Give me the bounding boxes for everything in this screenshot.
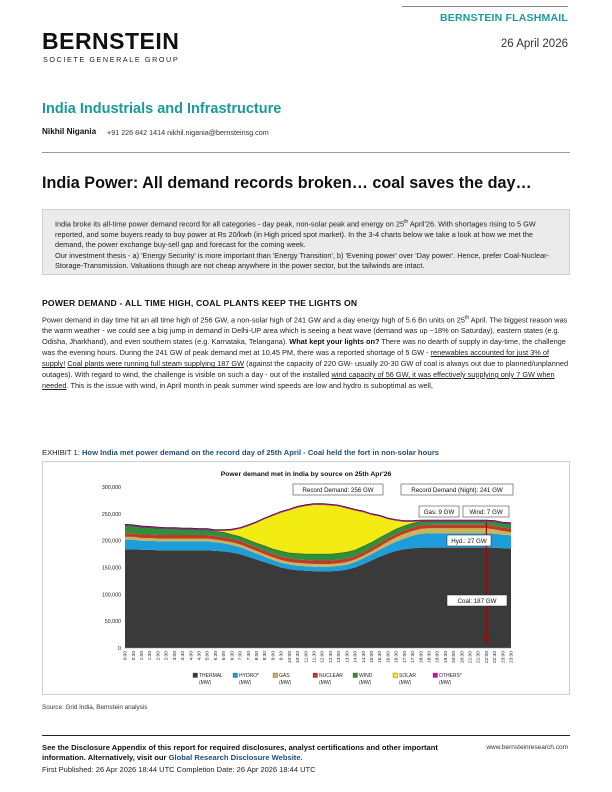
x-tick-label: 8:00	[255, 651, 260, 661]
x-tick-label: 12:00	[320, 651, 326, 664]
legend-swatch	[313, 673, 318, 678]
y-tick-label: 300,000	[101, 485, 121, 491]
x-tick-label: 3:00	[172, 651, 178, 661]
x-tick-label: 6:00	[222, 651, 228, 661]
x-tick-label: 7:00	[238, 651, 244, 661]
author-name: Nikhil Nigania	[42, 127, 97, 136]
x-tick-label: 9:30	[279, 651, 285, 661]
y-tick-label: 250,000	[101, 511, 121, 518]
x-tick-label: 13:00	[337, 651, 343, 664]
chart-container	[42, 461, 570, 695]
x-tick-label: 7:30	[246, 651, 252, 661]
annotation-label: Hyd.: 27 GW	[451, 537, 487, 545]
x-tick-label: 1:30	[148, 651, 154, 661]
y-tick-label: 200,000	[101, 538, 121, 545]
legend-unit: (MW)	[399, 680, 412, 686]
disclosure-text: See the Disclosure Appendix of this report for required disclosures, analyst certifications and other important information. Alternatively, visit our Global Research Disclosure Website.	[42, 743, 438, 763]
legend-swatch	[233, 673, 238, 678]
legend-unit: (MW)	[279, 680, 292, 686]
header-rule	[402, 6, 568, 7]
legend-unit: (MW)	[239, 680, 252, 686]
source-note: Source: Grid India, Bernstein analysis	[42, 704, 148, 711]
legend-unit: (MW)	[199, 680, 212, 686]
legend-swatch	[433, 673, 438, 678]
x-tick-label: 18:30	[427, 651, 433, 664]
flashmail-label: BERNSTEIN FLASHMAIL	[439, 12, 568, 24]
x-tick-label: 10:00	[287, 651, 293, 664]
x-tick-label: 22:00	[485, 651, 490, 664]
exhibit-caption: EXHIBIT 1: How India met power demand on the record day of 25th April - Coal held the fort in non-solar hours	[42, 448, 440, 457]
report-date: 26 April 2026	[500, 38, 568, 50]
sector-title: India Industrials and Infrastructure	[42, 101, 282, 117]
published-dates: First Published: 26 Apr 2026 18:44 UTC Completion Date: 26 Apr 2026 18:44 UTC	[42, 765, 316, 774]
summary-paragraph-2: Our investment thesis - a) 'Energy Security' is more important than 'Energy Transition', b) 'Evening power' over 'Day power'. Hence, prefer Coal-Nuclear-Storage-Transmission. Valuations though are not cheap anywhere in the power sector, but the tailwinds are intact.	[55, 251, 550, 271]
summary-box	[42, 209, 570, 275]
legend-label: NUCLEAR	[319, 673, 343, 679]
logo-subtitle: SOCIETE GENERALE GROUP	[43, 55, 180, 64]
power-demand-chart	[43, 462, 569, 694]
legend-label: WIND	[359, 673, 373, 679]
x-tick-label: 5:00	[205, 651, 211, 661]
author-contact[interactable]: +91 226 842 1414 nikhil.nigania@bernsteinsg.com	[107, 128, 269, 137]
x-tick-label: 23:30	[509, 651, 515, 664]
x-tick-label: 17:30	[411, 651, 416, 664]
x-tick-label: 14:30	[361, 651, 367, 664]
summary-paragraph-1: India broke its all-time power demand record for all categories - day peak, non-solar peak and energy on 25th April'26. With shortages rising to 5 GW reported, and some buyers ready to buy power at Rs 20/kwh (in High priced spot market). In the 3-4 charts below we take a look at how we met the demand, the power exchange buy-sell gap and forecast for the coming week.	[55, 219, 536, 250]
bernstein-logo: BERNSTEIN	[42, 28, 180, 54]
website-link[interactable]: www.bernsteinresearch.com	[486, 744, 568, 751]
x-tick-label: 0:30	[131, 651, 137, 661]
legend-label: OTHERS*	[439, 673, 462, 679]
x-tick-label: 4:00	[189, 651, 195, 661]
x-tick-label: 0:00	[123, 651, 129, 661]
legend-unit: (MW)	[319, 680, 332, 686]
legend-label: GAS	[279, 673, 290, 679]
x-tick-label: 10:30	[296, 651, 302, 664]
x-tick-label: 9:00	[271, 651, 277, 661]
x-tick-label: 19:00	[435, 651, 441, 664]
legend-swatch	[193, 673, 198, 678]
section-body: Power demand in day time hit an all time high of 256 GW, a non-solar high of 241 GW and a day energy high of 5.6 Bn units on 25th April. The biggest reason was the warm weather - we could see a big jump in demand in Delhi-UP area which is seeing a heat wave (demand was up ~18% on Saturday), eastern states (e.g. Odisha, Jharkhand), and even southern states (e.g. Karnataka, Telangana). What kept your lights on? There was no dearth of supply in day-time, the challenge was the evening hours. During the 241 GW of peak demand met at 10.45 PM, there was a reported shortage of 5 GW - renewables accounted for just 3% of supply! Coal plants were running full steam supplying 187 GW (against the capacity of 220 GW- usually 20-30 GW of coal is always out due to planned/unplanned outages). With regard to wind, the challenge is visible on such a day - out of the installed wind capacity of 56 GW, it was effectively supplying only 7 GW when needed. This is the issue with wind, in April month in peak summer wind speeds are low and hydro is suboptimal as well,	[42, 315, 569, 390]
x-tick-label: 14:00	[353, 651, 359, 664]
y-tick-label: 150,000	[101, 565, 121, 572]
report-title: India Power: All demand records broken… coal saves the day…	[42, 174, 532, 192]
x-tick-label: 8:30	[263, 651, 269, 661]
x-tick-label: 11:30	[312, 651, 318, 663]
annotation-label: Gas: 9 GW	[423, 508, 455, 516]
footer-rule	[42, 735, 570, 736]
legend-label: THERMAL	[199, 673, 223, 679]
x-tick-label: 15:30	[378, 651, 384, 664]
x-tick-label: 12:30	[328, 651, 334, 664]
x-tick-label: 11:00	[304, 651, 310, 663]
section-heading: POWER DEMAND - ALL TIME HIGH, COAL PLANTS KEEP THE LIGHTS ON	[42, 298, 358, 308]
y-tick-label: 100,000	[101, 592, 121, 599]
x-tick-label: 16:30	[394, 651, 400, 664]
x-tick-label: 3:30	[181, 651, 187, 661]
legend-unit: (MW)	[439, 680, 452, 686]
legend-label: SOLAR	[399, 673, 416, 679]
x-tick-label: 5:30	[213, 651, 219, 661]
x-tick-label: 1:00	[140, 651, 145, 661]
annotation-label: Record Demand (Night): 241 GW	[411, 486, 503, 494]
annotation-label: Record Demand: 256 GW	[302, 486, 374, 494]
x-tick-label: 15:00	[370, 651, 375, 664]
legend-swatch	[273, 673, 278, 678]
disclosure-link[interactable]: Global Research Disclosure Website.	[168, 753, 303, 763]
divider	[42, 152, 570, 153]
x-tick-label: 21:30	[476, 651, 482, 664]
x-tick-label: 20:00	[452, 651, 458, 664]
legend-swatch	[353, 673, 358, 678]
legend-label: HYDRO*	[239, 673, 260, 679]
x-tick-label: 19:30	[443, 651, 449, 664]
x-tick-label: 13:30	[345, 651, 351, 664]
y-tick-label: 50,000	[104, 619, 121, 626]
x-tick-label: 18:00	[419, 651, 425, 664]
y-tick-label: 0	[118, 646, 121, 652]
x-tick-label: 2:00	[156, 651, 162, 661]
legend-swatch	[393, 673, 398, 678]
x-tick-label: 21:00	[468, 651, 474, 664]
chart-title: Power demand met in India by source on 25th Apr'26	[220, 471, 392, 478]
x-tick-label: 2:30	[164, 651, 170, 661]
x-tick-label: 23:00	[501, 651, 507, 664]
x-tick-label: 17:00	[402, 651, 408, 664]
x-tick-label: 6:30	[230, 651, 236, 661]
x-tick-label: 22:30	[493, 651, 499, 664]
x-tick-label: 16:00	[386, 651, 392, 664]
x-tick-label: 20:30	[460, 651, 466, 664]
legend-unit: (MW)	[359, 680, 372, 686]
annotation-label: Coal: 187 GW	[457, 597, 497, 605]
x-tick-label: 4:30	[197, 651, 203, 661]
annotation-label: Wind: 7 GW	[469, 508, 503, 516]
